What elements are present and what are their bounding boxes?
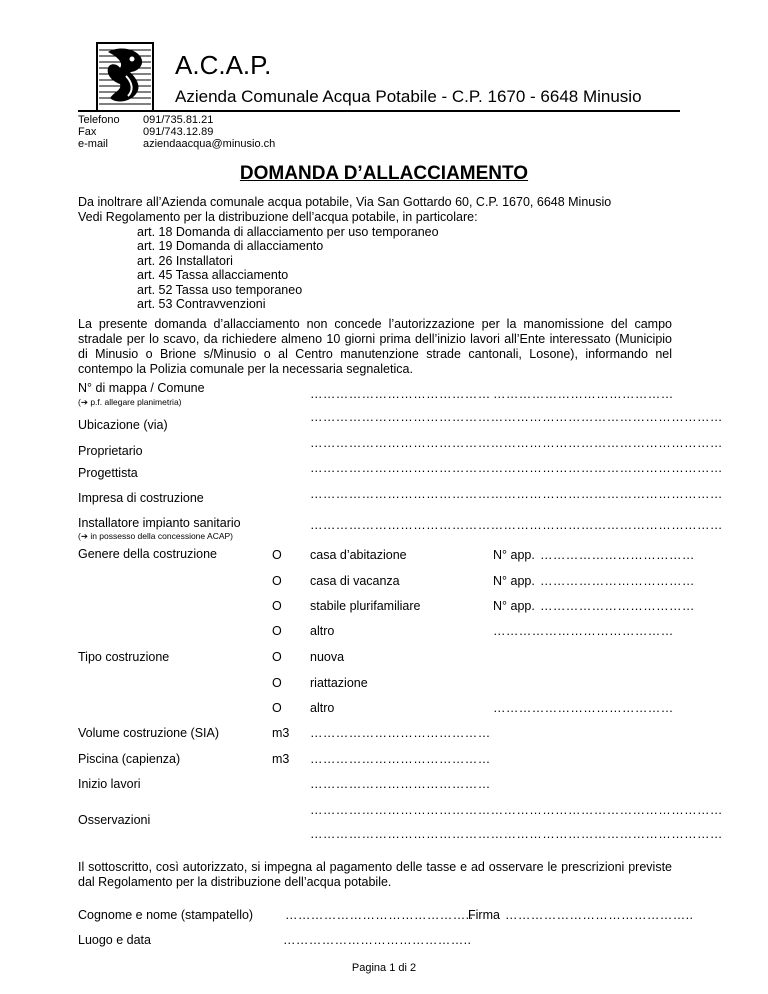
option-circle[interactable]: O — [272, 599, 282, 613]
label-mappa: N° di mappa / Comune — [78, 381, 205, 395]
label-inizio: Inizio lavori — [78, 777, 141, 791]
option-riattazione: riattazione — [310, 676, 368, 690]
label-volume: Volume costruzione (SIA) — [78, 726, 220, 740]
page-footer: Pagina 1 di 2 — [351, 962, 417, 974]
field-altro-genere[interactable]: …………………………………… — [493, 624, 674, 638]
article-item: art. 52 Tassa uso temporaneo — [137, 282, 303, 297]
note-mappa: (➔ p.f. allegare planimetria) — [78, 397, 182, 407]
field-proprietario[interactable]: …………………………………………………………………………………… — [310, 436, 723, 450]
contact-block — [78, 114, 275, 150]
note-installatore: (➔ in possesso della concessione ACAP) — [78, 531, 234, 541]
contact-phone: Telefono 091/735.81.21 — [78, 114, 214, 126]
field-osservazioni-1[interactable]: …………………………………………………………………………………… — [310, 803, 723, 817]
field-firma[interactable]: …………………………………….. — [505, 908, 694, 922]
unit-m3: m3 — [272, 726, 290, 740]
label-piscina: Piscina (capienza) — [78, 752, 181, 766]
org-name: A.C.A.P. — [175, 50, 272, 80]
article-item: art. 45 Tassa allacciamento — [137, 268, 289, 283]
article-item: art. 53 Contravvenzioni — [137, 297, 266, 312]
label-firma: Firma — [468, 908, 500, 922]
page-title: DOMANDA D’ALLACCIAMENTO — [239, 163, 529, 184]
option-circle[interactable]: O — [272, 701, 282, 715]
label-progettista: Progettista — [78, 466, 138, 480]
field-comune[interactable]: …………………………………… — [493, 387, 674, 401]
field-osservazioni-2[interactable]: …………………………………………………………………………………… — [310, 827, 723, 841]
notice-paragraph: La presente domanda d’allacciamento non concede l’autorizzazione per la manomissione del campo stradale per lo scavo, da richiedere almeno 10 giorni prima dell’inizio lavori all’Ente interessato (Municipio di Minusio o Brione s/Minusio o al Centro manutenzione strade cantonali, Losone), informando nel contempo la Polizia comunale per la necessaria segnaletica. — [78, 317, 672, 376]
label-genere: Genere della costruzione — [78, 547, 217, 561]
intro-line-1: Da inoltrare all’Azienda comunale acqua potabile, Via San Gottardo 60, C.P. 1670, 6648 Minusio — [78, 195, 612, 209]
article-list — [137, 225, 439, 311]
field-mappa[interactable]: …………………………………… — [310, 387, 491, 401]
field-impresa[interactable]: …………………………………………………………………………………… — [310, 487, 723, 501]
field-cognome[interactable]: …………………………………….. — [285, 908, 474, 922]
org-subtitle: Azienda Comunale Acqua Potabile - C.P. 1670 - 6648 Minusio — [175, 87, 642, 106]
field-progettista[interactable]: …………………………………………………………………………………… — [310, 461, 723, 475]
option-plurifamiliare: stabile plurifamiliare — [310, 599, 421, 613]
field-installatore[interactable]: …………………………………………………………………………………… — [310, 518, 723, 532]
declaration-paragraph: Il sottoscritto, così autorizzato, si impegna al pagamento delle tasse e ad osservare le prescrizioni previste dal Regolamento per la distribuzione dell’acqua potabile. — [78, 860, 672, 889]
label-proprietario: Proprietario — [78, 444, 143, 458]
label-osservazioni: Osservazioni — [78, 813, 151, 827]
option-nuova: nuova — [310, 650, 345, 664]
contact-fax: Fax 091/743.12.89 — [78, 126, 214, 138]
option-circle[interactable]: O — [272, 676, 282, 690]
napp-label: N° app. — [493, 599, 535, 613]
option-circle[interactable]: O — [272, 650, 282, 664]
label-ubicazione: Ubicazione (via) — [78, 418, 168, 432]
option-casa-vacanza: casa di vacanza — [310, 574, 400, 588]
field-napp-plurifamiliare[interactable]: ……………………………… — [540, 599, 695, 613]
option-altro-tipo: altro — [310, 701, 335, 715]
napp-label: N° app. — [493, 574, 535, 588]
field-napp-abitazione[interactable]: ……………………………… — [540, 548, 695, 562]
option-circle[interactable]: O — [272, 548, 282, 562]
article-item: art. 26 Installatori — [137, 253, 233, 268]
field-volume[interactable]: …………………………………… — [310, 726, 491, 740]
intro-line-2: Vedi Regolamento per la distribuzione dell’acqua potabile, in particolare: — [78, 210, 478, 224]
option-casa-abitazione: casa d’abitazione — [310, 548, 407, 562]
option-circle[interactable]: O — [272, 624, 282, 638]
article-item: art. 18 Domanda di allacciamento per uso temporaneo — [137, 225, 439, 239]
unit-m3: m3 — [272, 752, 290, 766]
field-napp-vacanza[interactable]: ……………………………… — [540, 574, 695, 588]
option-altro-genere: altro — [310, 624, 335, 638]
field-altro-tipo[interactable]: …………………………………… — [493, 701, 674, 715]
label-tipo: Tipo costruzione — [78, 650, 170, 664]
contact-email: e-mail aziendaacqua@minusio.ch — [78, 138, 276, 150]
article-item: art. 19 Domanda di allacciamento — [137, 239, 324, 254]
field-luogo[interactable]: …………………………………….. — [283, 933, 472, 947]
field-piscina[interactable]: …………………………………… — [310, 752, 491, 766]
acap-logo — [96, 42, 154, 112]
label-impresa: Impresa di costruzione — [78, 491, 204, 505]
label-installatore: Installatore impianto sanitario — [78, 516, 241, 530]
header-rule — [78, 110, 680, 112]
label-cognome: Cognome e nome (stampatello) — [78, 908, 254, 922]
label-luogo: Luogo e data — [78, 933, 151, 947]
napp-label: N° app. — [493, 548, 535, 562]
option-circle[interactable]: O — [272, 574, 282, 588]
field-ubicazione[interactable]: …………………………………………………………………………………… — [310, 410, 723, 424]
field-inizio[interactable]: …………………………………… — [310, 777, 491, 791]
